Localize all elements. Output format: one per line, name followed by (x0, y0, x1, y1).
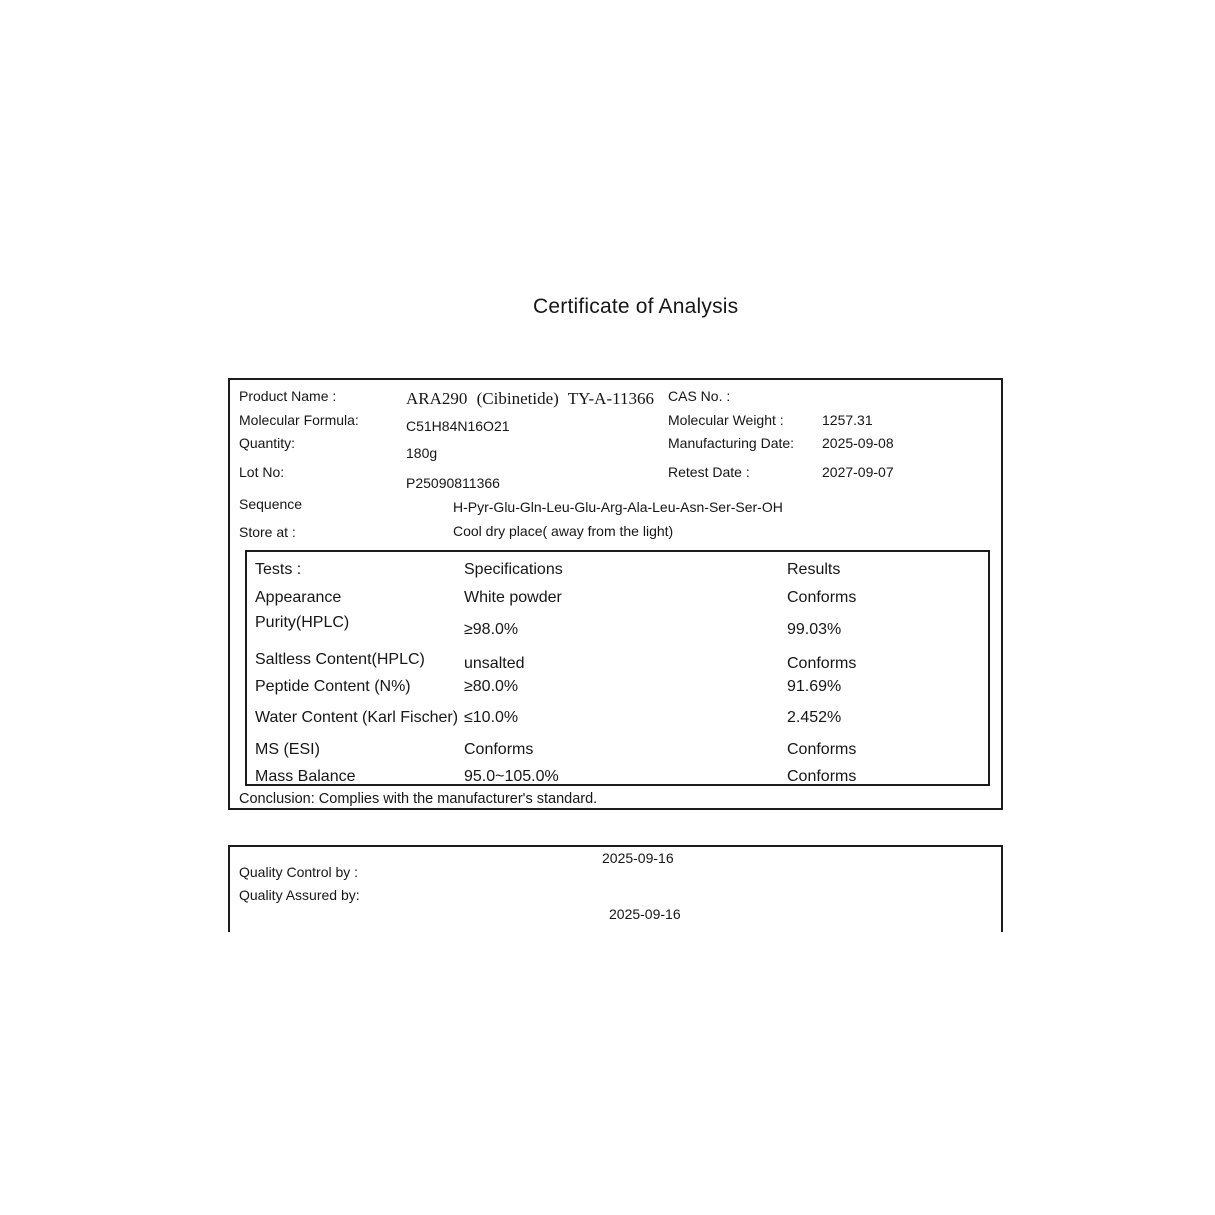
test-specification: Conforms (464, 741, 534, 758)
test-result: 91.69% (787, 678, 842, 695)
test-name: Appearance (255, 589, 342, 606)
test-specification: ≤10.0% (464, 709, 519, 726)
test-result: Conforms (787, 741, 857, 758)
test-row-peptide-content (247, 678, 988, 698)
retest-date-value: 2027-09-07 (822, 464, 894, 480)
test-name: Mass Balance (255, 768, 356, 785)
molecular-weight-value: 1257.31 (822, 412, 873, 428)
test-specification: ≥80.0% (464, 678, 519, 695)
store-at-label: Store at : (239, 524, 296, 540)
molecular-formula-value: C51H84N16O21 (406, 418, 510, 434)
molecular-formula-label: Molecular Formula: (239, 412, 359, 428)
quantity-value: 180g (406, 445, 438, 461)
test-name: Saltless Content(HPLC) (255, 651, 425, 668)
test-row-mass-balance (247, 768, 988, 788)
conclusion-text: Conclusion: Complies with the manufacturer's standard. (239, 791, 598, 807)
quality-assured-date: 2025-09-16 (609, 906, 681, 922)
tests-table (245, 550, 990, 786)
store-at-value: Cool dry place( away from the light) (453, 523, 674, 539)
retest-date-label: Retest Date : (668, 464, 750, 480)
test-row-water-content (247, 709, 988, 729)
test-name: MS (ESI) (255, 741, 320, 758)
tests-header-row (247, 561, 988, 581)
test-specification: ≥98.0% (464, 621, 519, 638)
test-specification: White powder (464, 589, 562, 606)
test-name: Water Content (Karl Fischer) (255, 709, 459, 726)
tests-header-tests: Tests : (255, 561, 302, 578)
molecular-weight-label: Molecular Weight : (668, 412, 784, 428)
test-name: Purity(HPLC) (255, 614, 350, 631)
test-row-appearance (247, 589, 988, 609)
lot-no-label: Lot No: (239, 464, 285, 480)
quality-assured-by-label: Quality Assured by: (239, 887, 360, 903)
product-name-label: Product Name : (239, 388, 337, 404)
test-result: Conforms (787, 768, 857, 785)
lot-no-value: P25090811366 (406, 475, 500, 491)
quantity-label: Quantity: (239, 435, 296, 451)
test-result: 99.03% (787, 621, 842, 638)
manufacturing-date-value: 2025-09-08 (822, 435, 894, 451)
test-name: Peptide Content (N%) (255, 678, 411, 695)
quality-control-date: 2025-09-16 (602, 850, 674, 866)
sequence-label: Sequence (239, 496, 303, 512)
page-title: Certificate of Analysis (533, 295, 739, 318)
test-result: Conforms (787, 589, 857, 606)
test-specification: unsalted (464, 655, 525, 672)
product-name-value: ARA290 (Cibinetide) TY-A-11366 (406, 389, 654, 408)
certificate-main-box (228, 378, 1003, 810)
test-row-purity (247, 614, 988, 641)
sequence-value: H-Pyr-Glu-Gln-Leu-Glu-Arg-Ala-Leu-Asn-Ser-Ser-OH (453, 499, 783, 515)
test-row-ms-esi (247, 741, 988, 761)
signoff-box (228, 845, 1003, 932)
cas-no-label: CAS No. : (668, 388, 731, 404)
test-row-saltless-content (247, 651, 988, 675)
test-result: Conforms (787, 655, 857, 672)
test-specification: 95.0~105.0% (464, 768, 559, 785)
quality-control-by-label: Quality Control by : (239, 864, 359, 880)
tests-header-results: Results (787, 561, 841, 578)
test-result: 2.452% (787, 709, 842, 726)
tests-header-specifications: Specifications (464, 561, 563, 578)
manufacturing-date-label: Manufacturing Date: (668, 435, 795, 451)
